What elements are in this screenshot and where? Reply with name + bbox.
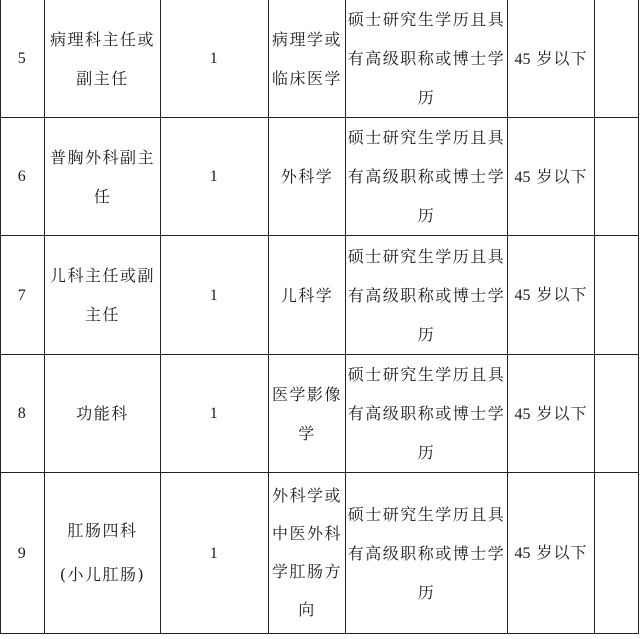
age-number: 45	[514, 405, 531, 423]
position-title	[45, 473, 161, 634]
table-row	[1, 355, 639, 473]
age-requirement	[508, 236, 595, 355]
remark-cell	[595, 0, 639, 118]
age-unit: 岁以下	[530, 48, 588, 68]
headcount: 1	[161, 473, 269, 634]
age-number: 45	[514, 287, 531, 304]
remark-cell	[595, 236, 639, 355]
row-number: 9	[1, 473, 45, 634]
age-requirement	[508, 118, 595, 236]
age-number: 45	[514, 168, 531, 186]
education-requirement: 硕士研究生学历且具有高级职称或博士学历	[346, 236, 508, 355]
major-requirement: 外科学或中医外科学肛肠方向	[269, 473, 346, 634]
row-number: 6	[1, 118, 45, 236]
row-number: 7	[1, 236, 45, 355]
table-row	[1, 473, 639, 634]
headcount: 1	[161, 236, 269, 355]
age-number: 45	[514, 50, 531, 68]
position-title-line2: (小儿肛肠)	[59, 565, 146, 584]
age-unit: 岁以下	[530, 166, 588, 186]
position-title: 功能科	[45, 355, 161, 473]
education-requirement: 硕士研究生学历且具有高级职称或博士学历	[346, 355, 508, 473]
row-number: 5	[1, 0, 45, 118]
major-requirement: 外科学	[269, 118, 346, 236]
age-number: 45	[514, 545, 531, 562]
major-requirement: 病理学或临床医学	[269, 0, 346, 118]
education-requirement: 硕士研究生学历且具有高级职称或博士学历	[346, 0, 508, 118]
headcount: 1	[161, 118, 269, 236]
age-requirement	[508, 473, 595, 634]
row-number: 8	[1, 355, 45, 473]
remark-cell	[595, 473, 639, 634]
age-unit: 岁以下	[530, 543, 588, 562]
age-requirement	[508, 0, 595, 118]
position-title-line1: 肛肠四科	[67, 521, 138, 540]
education-requirement: 硕士研究生学历且具有高级职称或博士学历	[346, 118, 508, 236]
age-unit: 岁以下	[530, 403, 588, 423]
age-requirement	[508, 355, 595, 473]
position-title: 儿科主任或副主任	[45, 236, 161, 355]
remark-cell	[595, 118, 639, 236]
major-requirement: 医学影像学	[269, 355, 346, 473]
table-row	[1, 0, 639, 118]
remark-cell	[595, 355, 639, 473]
headcount: 1	[161, 0, 269, 118]
position-title: 普胸外科副主任	[45, 118, 161, 236]
age-unit: 岁以下	[530, 285, 588, 304]
headcount: 1	[161, 355, 269, 473]
position-title: 病理科主任或副主任	[45, 0, 161, 118]
education-requirement: 硕士研究生学历且具有高级职称或博士学历	[346, 473, 508, 634]
table-row	[1, 236, 639, 355]
table-row	[1, 118, 639, 236]
major-requirement: 儿科学	[269, 236, 346, 355]
